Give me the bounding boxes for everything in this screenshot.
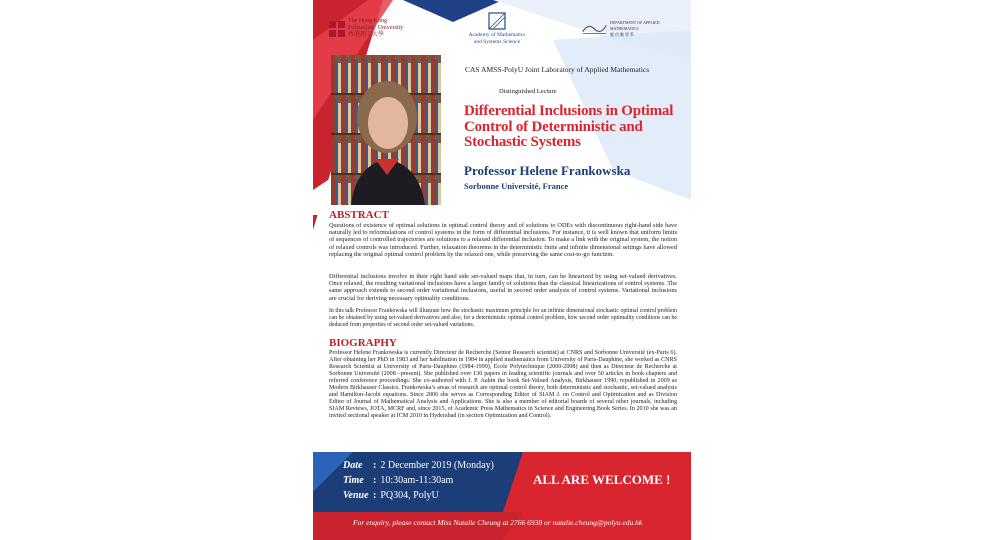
amss-name-line1: Academy of Mathematics (468, 32, 526, 38)
polyu-emblem-icon (329, 21, 345, 37)
biography-heading: BIOGRAPHY (329, 337, 397, 349)
ama-emblem-icon (581, 22, 608, 36)
event-venue-row: Venue : PQ304, PolyU (343, 490, 439, 501)
speaker-affiliation: Sorbonne Université, France (464, 181, 569, 191)
ama-department-logo (581, 20, 681, 38)
speaker-name: Professor Helene Frankowska (464, 163, 631, 178)
abstract-heading: ABSTRACT (329, 209, 389, 221)
polyu-name-line2: Polytechnic University (348, 25, 404, 31)
date-value: 2 December 2019 (Monday) (380, 460, 494, 471)
event-date-row: Date : 2 December 2019 (Monday) (343, 460, 494, 471)
date-label: Date (343, 460, 363, 471)
time-label: Time (343, 475, 364, 486)
abstract-paragraph-2: Differential inclusions involve in their right hand side set-valued maps that, in turn, can be linearized by using set-valued derivatives. Once relaxed, the resulting variational inclusions have a larger family of solutions than the classical linearizations of control systems. The same approach extends to second order variational inclusions, useful in second order analysis of control systems. Variational inclusions are crucial for deriving necessary optimality conditions. (329, 273, 677, 302)
ama-name-english: DEPARTMENT OF APPLIED MATHEMATICS (609, 20, 660, 31)
ama-name-chinese: 應 用 數 學 系 (609, 32, 634, 37)
amss-logo (461, 12, 533, 45)
joint-lab-name: CAS AMSS-PolyU Joint Laboratory of Applied Mathematics (465, 65, 650, 74)
polyu-name-line1: The Hong Kong (348, 18, 387, 24)
venue-label: Venue (343, 490, 369, 501)
lecture-series: Distinguished Lecture (499, 88, 557, 95)
biography-text: Professor Helene Frankowska is currently Directeur de Recherche (Senior Research scientist) at CNRS and Sorbonne Université (ex-Paris 6). After obtaining her PhD in 1983 and her habilitation in 1984 in applied mathematics from University of Paris-Dauphine, she worked as CNRS Research Scientist at University of Paris-Dauphine (1984-1999), Ecole Polytechnique (2000-2008) and then as Directeur de Recherche at Sorbonne Université (2008 –present). She published over 130 papers in leading scientific journals and over 50 articles in book chapters and referred conference proceedings. She co-authored with J. P. Aubin the book Set-Valued Analysis, Birkhauser 1990, republished in 2009 as Modern Birkhauser Classics. Frankowska’s areas of research are optimal control theory, both deterministic and stochastic, set-valued analysis and Hamilton-Jacobi equations. Since 2006 she serves as Corresponding Editor of SIAM J. on Control and Optimization and as Division Editor of Journal of Mathematical Analysis and Applications. She is also a member of editorial boards of several other journals, including SIAM Reviews, JOTA, MCRF and, since 2015, of Academic Press Mathematics in Science and Engineering Book Series. In 2010 she was an invited sectional speaker at ICM 2010 in Hyderabad (in section Optimization and Control). (329, 350, 677, 419)
amss-emblem-icon (488, 12, 506, 30)
venue-value: PQ304, PolyU (380, 490, 439, 501)
lecture-poster (313, 0, 691, 540)
abstract-paragraph-1: Questions of existence of optimal solutions in optimal control theory and of solutions to ODEs with discontinuous right-hand side have naturally led to reformulations of control systems in the form of differential inclusions. For instance, it is well known that uniform limits of sequences of controlled trajectories are solutions to a relaxed differential inclusion. To make a link with the original system, the notion of relaxed controls was introduced. Further, relaxation theorems in the deterministic finite and infinite dimensional settings have allowed replacing the original optimal control problem by the relaxed one, while preserving the same cost-to-go function. (329, 222, 677, 258)
enquiry-contact: For enquiry, please contact Miss Natalie Cheung at 2766 6938 or natalie.cheung@polyu.edu.hk (353, 518, 643, 527)
lecture-title: Differential Inclusions in Optimal Control of Deterministic and Stochastic Systems (464, 103, 674, 150)
event-time-row: Time : 10:30am-11:30am (343, 475, 454, 486)
speaker-photo (331, 55, 441, 205)
abstract-paragraph-3: In this talk Professor Frankowska will illustrate how the stochastic maximum principle for an infinite dimensional stochastic optimal control problem can be obtained by using set-valued derivatives and also, for a deterministic optimal control problem, how second order optimality conditions can be deduced from properties of second order set-valued variations. (329, 308, 677, 328)
all-welcome-banner: ALL ARE WELCOME ! (533, 472, 671, 487)
polyu-logo (329, 18, 403, 39)
polyu-name-chinese: 香港理工大學 (348, 32, 385, 38)
time-value: 10:30am-11:30am (380, 475, 454, 486)
amss-name-line2: and Systems Science (473, 38, 521, 45)
